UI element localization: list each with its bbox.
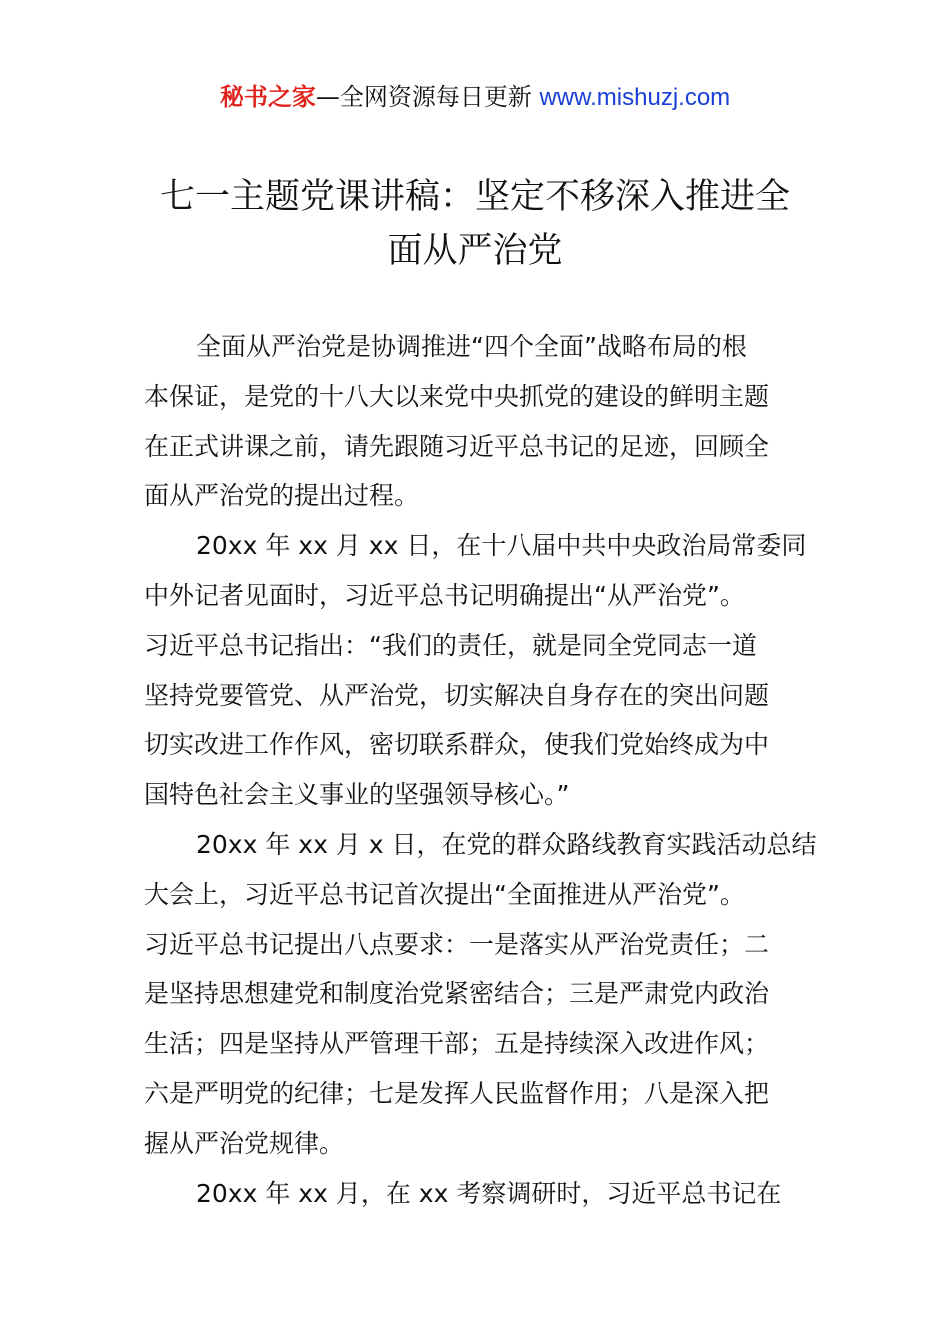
body-line: 面从严治党的提出过程。 bbox=[144, 481, 420, 511]
body-line: 坚持党要管党、从严治党，切实解决自身存在的突出问题 bbox=[144, 680, 770, 710]
site-header bbox=[0, 80, 950, 115]
body-line: 大会上，习近平总书记首次提出“全面推进从严治党”。 bbox=[144, 879, 745, 909]
body-line: 习近平总书记指出：“我们的责任，就是同全党同志一道 bbox=[144, 630, 757, 660]
body-line: 在正式讲课之前，请先跟随习近平总书记的足迹，回顾全 bbox=[144, 431, 770, 461]
body-line: 是坚持思想建党和制度治党紧密结合；三是严肃党内政治 bbox=[144, 979, 770, 1009]
site-url-link[interactable]: www.mishuzj.com bbox=[539, 84, 731, 111]
body-line: 20xx 年 xx 月 x 日，在党的群众路线教育实践活动总结 bbox=[196, 829, 817, 859]
document-title bbox=[130, 170, 820, 278]
body-line: 20xx 年 xx 月 xx 日，在十八届中共中央政治局常委同 bbox=[196, 531, 807, 561]
body-line: 六是严明党的纪律；七是发挥人民监督作用；八是深入把 bbox=[144, 1078, 770, 1108]
document-body bbox=[144, 322, 817, 1218]
body-line: 20xx 年 xx 月，在 xx 考察调研时，习近平总书记在 bbox=[196, 1178, 782, 1208]
body-line: 国特色社会主义事业的坚强领导核心。” bbox=[144, 780, 570, 810]
site-tagline: —全网资源每日更新 bbox=[315, 83, 540, 111]
body-line: 握从严治党规律。 bbox=[144, 1128, 345, 1158]
body-line: 习近平总书记提出八点要求：一是落实从严治党责任；二 bbox=[144, 929, 770, 959]
document-title-line-1: 七一主题党课讲稿：坚定不移深入推进全 bbox=[159, 177, 790, 217]
body-line: 本保证，是党的十八大以来党中央抓党的建设的鲜明主题 bbox=[144, 381, 770, 411]
body-line: 中外记者见面时，习近平总书记明确提出“从严治党”。 bbox=[144, 580, 745, 610]
document-title-line-2: 面从严治党 bbox=[387, 231, 563, 271]
body-line: 全面从严治党是协调推进“四个全面”战略布局的根 bbox=[196, 332, 747, 361]
body-line: 切实改进工作作风，密切联系群众，使我们党始终成为中 bbox=[144, 730, 770, 760]
site-brand: 秘书之家 bbox=[219, 83, 316, 111]
body-line: 生活；四是坚持从严管理干部；五是持续深入改进作风； bbox=[144, 1029, 770, 1059]
